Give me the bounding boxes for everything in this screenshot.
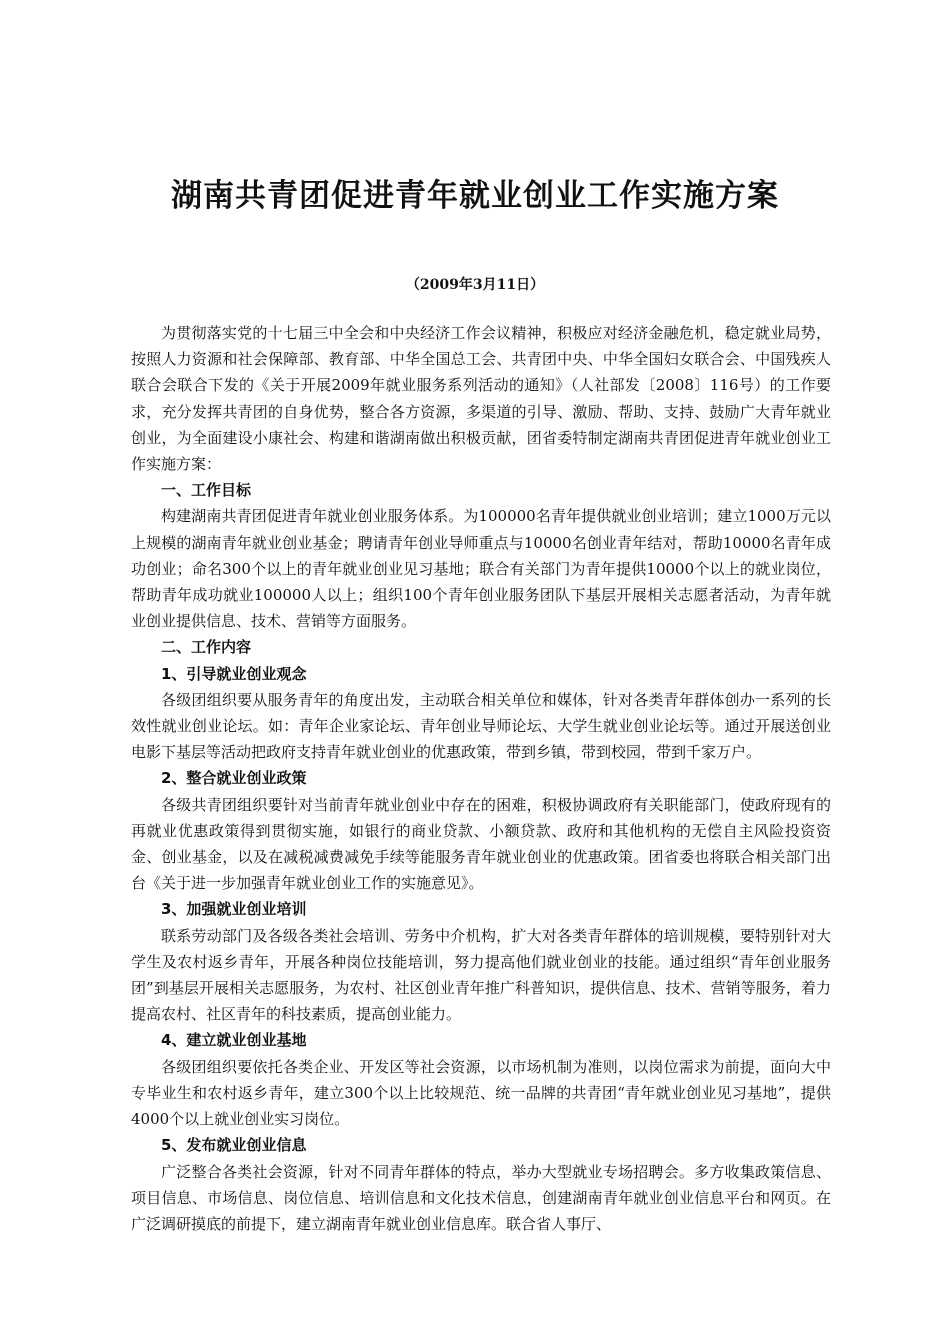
section-heading-goals: 一、工作目标 <box>161 481 252 500</box>
item-paragraph-5: 广泛整合各类社会资源，针对不同青年群体的特点，举办大型就业专场招聘会。多方收集政策信息、项目信息、市场信息、岗位信息、培训信息和文化技术信息，创建湖南青年就业创业信息平台和网页。在广泛调研摸底的前提下，建立湖南青年就业创业信息库。联合省人事厅、 <box>131 1162 831 1233</box>
intro-paragraph: 为贯彻落实党的十七届三中全会和中央经济工作会议精神，积极应对经济金融危机，稳定就业局势，按照人力资源和社会保障部、教育部、中华全国总工会、共青团中央、中华全国妇女联合会、中国残疾人联合会联合下发的《关于开展2009年就业服务系列活动的通知》（人社部发〔2008〕116号）的工作要求，充分发挥共青团的自身优势，整合各方资源，多渠道的引导、激励、帮助、支持、鼓励广大青年就业创业，为全面建设小康社会、构建和谐湖南做出积极贡献，团省委特制定湖南共青团促进青年就业创业工作实施方案： <box>131 324 831 474</box>
item-paragraph-2: 各级共青团组织要针对当前青年就业创业中存在的困难，积极协调政府有关职能部门，使政府现有的再就业优惠政策得到贯彻实施，如银行的商业贷款、小额贷款、政府和其他机构的无偿自主风险投资资金、创业基金，以及在减税减费减免手续等能服务青年就业创业的优惠政策。团省委也将联合相关部门出台《关于进一步加强青年就业创业工作的实施意见》。 <box>131 795 831 893</box>
document-title: 湖南共青团促进青年就业创业工作实施方案 <box>171 178 779 214</box>
item-heading-4: 4、建立就业创业基地 <box>161 1031 307 1050</box>
item-heading-3: 3、加强就业创业培训 <box>161 900 307 919</box>
item-heading-1: 1、引导就业创业观念 <box>161 664 307 683</box>
item-paragraph-4: 各级团组织要依托各类企业、开发区等社会资源，以市场机制为准则，以岗位需求为前提，面向大中专毕业生和农村返乡青年，建立300个以上比较规范、统一品牌的共青团“青年就业创业见习基地”，提供4000个以上就业创业实习岗位。 <box>131 1057 831 1129</box>
goals-paragraph: 构建湖南共青团促进青年就业创业服务体系。为100000名青年提供就业创业培训；建立1000万元以上规模的湖南青年就业创业基金；聘请青年创业导师重点与10000名创业青年结对，帮助10000名青年成功创业；命名300个以上的青年就业创业见习基地；联合有关部门为青年提供10000个以上的就业岗位，帮助青年成功就业100000人以上；组织100个青年创业服务团队下基层开展相关志愿者活动，为青年就业创业提供信息、技术、营销等方面服务。 <box>131 507 831 631</box>
document-body <box>131 320 831 1237</box>
section-heading-content: 二、工作内容 <box>161 638 252 657</box>
item-paragraph-1: 各级团组织要从服务青年的角度出发，主动联合相关单位和媒体，针对各类青年群体创办一系列的长效性就业创业论坛。如：青年企业家论坛、青年创业导师论坛、大学生就业创业论坛等。通过开展送创业电影下基层等活动把政府支持青年就业创业的优惠政策，带到乡镇，带到校园，带到千家万户。 <box>131 690 831 762</box>
item-heading-2: 2、整合就业创业政策 <box>161 769 307 788</box>
item-heading-5: 5、发布就业创业信息 <box>161 1136 307 1155</box>
document-date: （2009年3月11日） <box>405 277 545 293</box>
item-paragraph-3: 联系劳动部门及各级各类社会培训、劳务中介机构，扩大对各类青年群体的培训规模，要特别针对大学生及农村返乡青年，开展各种岗位技能培训，努力提高他们就业创业的技能。通过组织“青年创业服务团”到基层开展相关志愿服务，为农村、社区创业青年推广科普知识，提供信息、技术、营销等服务，着力提高农村、社区青年的科技素质，提高创业能力。 <box>131 926 831 1024</box>
